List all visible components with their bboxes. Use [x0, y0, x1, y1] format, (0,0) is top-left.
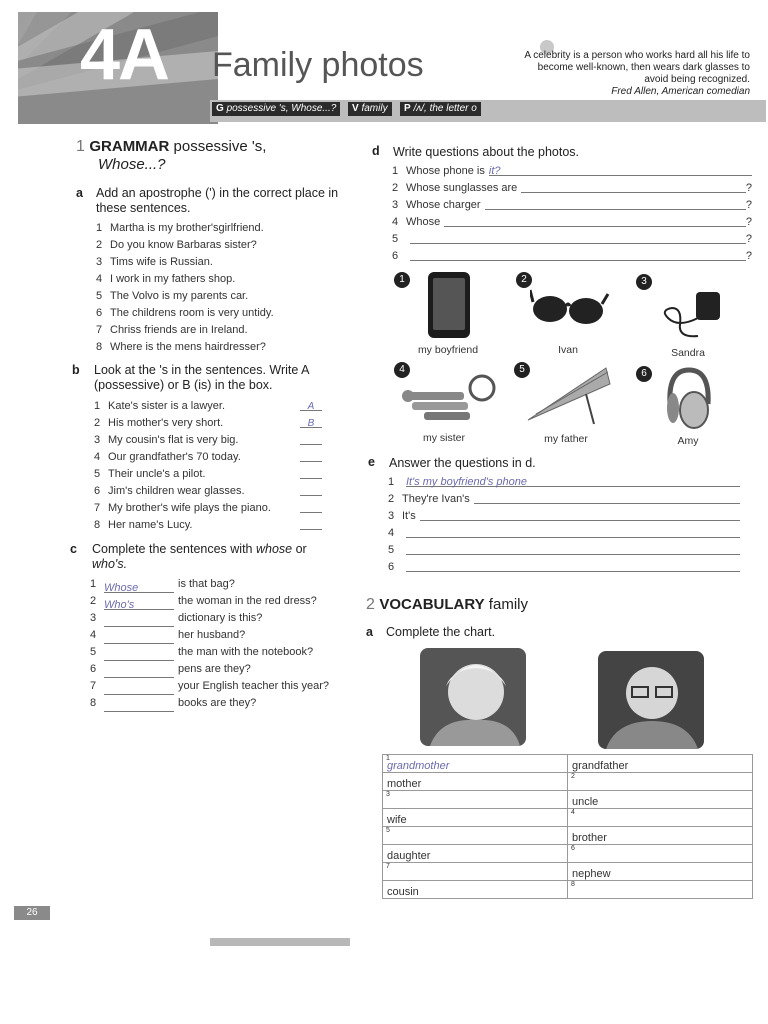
sentence-text: His mother's very short.	[108, 417, 224, 429]
photo-caption: Amy	[677, 435, 699, 447]
item-number: 1	[90, 578, 97, 590]
sentence-row	[96, 237, 274, 254]
chart-cell	[383, 845, 568, 863]
answer-box	[300, 500, 322, 513]
sunglasses-icon	[530, 284, 610, 334]
grandfather-photo	[598, 651, 704, 749]
question-text: Whose phone is	[406, 165, 485, 177]
chart-cell	[568, 791, 753, 809]
sentence-text: her husband?	[178, 629, 246, 641]
exercise-a-list	[96, 220, 274, 356]
quote: A celebrity is a person who works hard all his life to become well-known, then wears dark glasses to avoid being recognized. Fred Allen, American comedian	[524, 50, 750, 97]
photo-number: 4	[394, 362, 410, 378]
sentence-row	[90, 576, 329, 593]
phone-icon	[428, 272, 470, 338]
question-mark: ?	[745, 199, 752, 211]
item-number: 6	[388, 561, 395, 573]
sentence-row	[96, 288, 274, 305]
chart-row	[383, 845, 753, 863]
cell-text: brother	[572, 832, 607, 844]
chart-cell	[383, 863, 568, 881]
cell-text: daughter	[387, 850, 431, 862]
question-row	[392, 214, 752, 231]
item-number: 4	[388, 527, 395, 539]
grandmother-photo	[420, 648, 526, 746]
item-number: 7	[94, 502, 101, 514]
answer-row	[388, 491, 740, 508]
chart-row	[383, 791, 753, 809]
item-number: 2	[96, 239, 103, 251]
answer-box: A	[300, 398, 322, 411]
sentence-text: My brother's wife plays the piano.	[108, 502, 271, 514]
cell-text: grandfather	[572, 760, 629, 772]
item-number: 4	[94, 451, 101, 463]
sentence-row	[94, 483, 324, 500]
item-number: 8	[90, 697, 97, 709]
item-number: 1	[96, 222, 103, 234]
question-text: Whose sunglasses are	[406, 182, 518, 194]
scan-shadow	[210, 938, 350, 946]
exercise-b-letter: b	[72, 363, 80, 377]
sentence-text: Martha is my brother'sgirlfriend.	[110, 222, 264, 234]
sentence-row	[94, 466, 324, 483]
chart-cell	[383, 791, 568, 809]
sentence-row	[96, 271, 274, 288]
photo-number: 5	[514, 362, 530, 378]
sentence-row	[94, 398, 324, 415]
sentence-row	[96, 220, 274, 237]
sentence-text: The childrens room is very untidy.	[110, 307, 274, 319]
exercise-d-instruction: Write questions about the photos.	[393, 145, 579, 159]
sentence-row	[90, 593, 329, 610]
exercise-2a-instruction: Complete the chart.	[386, 625, 496, 639]
chart-cell	[568, 773, 753, 791]
chart-cell	[568, 845, 753, 863]
item-number: 2	[392, 182, 399, 194]
question-row	[392, 197, 752, 214]
chart-cell	[383, 809, 568, 827]
answer-row	[388, 559, 740, 576]
item-number: 4	[392, 216, 399, 228]
sentence-text: Jim's children wear glasses.	[108, 485, 245, 497]
answer-box	[300, 449, 322, 462]
exercise-d-letter: d	[372, 144, 380, 158]
chart-row	[383, 809, 753, 827]
exercise-c-list	[90, 576, 329, 712]
answer-blank	[410, 231, 746, 244]
item-number: 7	[90, 680, 97, 692]
item-number: 3	[392, 199, 399, 211]
answer-blank	[406, 559, 740, 572]
cell-number: 7	[386, 863, 390, 870]
answer-row	[388, 474, 740, 491]
exercise-c-letter: c	[70, 542, 77, 556]
answer-blank	[521, 180, 746, 193]
sentence-text: the woman in the red dress?	[178, 595, 317, 607]
item-number: 1	[94, 400, 101, 412]
sentence-text: I work in my fathers shop.	[110, 273, 236, 285]
sentence-text: your English teacher this year?	[178, 680, 330, 692]
chart-row	[383, 755, 753, 773]
item-number: 1	[388, 476, 395, 488]
chart-cell	[383, 773, 568, 791]
page-number: 26	[14, 906, 50, 920]
item-number: 8	[94, 519, 101, 531]
sentence-text: Our grandfather's 70 today.	[108, 451, 241, 463]
answer-row	[388, 542, 740, 559]
cell-number: 6	[571, 845, 575, 852]
umbrella-icon	[526, 364, 612, 430]
item-number: 4	[96, 273, 103, 285]
answer-blank	[104, 699, 174, 712]
sentence-text: My cousin's flat is very big.	[108, 434, 239, 446]
answer-blank	[485, 197, 746, 210]
sentence-row	[94, 449, 324, 466]
headphones-icon	[664, 366, 714, 430]
answer-box	[300, 432, 322, 445]
exercise-c-instruction: Complete the sentences with whose or who's.	[92, 542, 307, 571]
item-number: 2	[94, 417, 101, 429]
answer-blank: Who's	[104, 597, 174, 610]
item-number: 5	[388, 544, 395, 556]
item-number: 8	[96, 341, 103, 353]
sentence-row	[96, 254, 274, 271]
item-number: 5	[90, 646, 97, 658]
sentence-row	[90, 644, 329, 661]
unit-number: 4A	[80, 15, 169, 95]
sentence-text: is that bag?	[178, 578, 235, 590]
answer-blank: It's my boyfriend's phone	[406, 474, 740, 487]
answer-box	[300, 517, 322, 530]
question-text: Whose charger	[406, 199, 481, 211]
sentence-row	[96, 322, 274, 339]
answer-blank	[410, 248, 746, 261]
chart-cell	[568, 827, 753, 845]
item-number: 5	[96, 290, 103, 302]
chart-cell	[568, 755, 753, 773]
page-title: Family photos	[212, 46, 424, 84]
exercise-d-list	[392, 163, 752, 265]
exercise-a-letter: a	[76, 186, 83, 200]
photo-caption: my sister	[423, 432, 465, 444]
sentence-text: Chriss friends are in Ireland.	[110, 324, 248, 336]
chart-cell	[383, 755, 568, 773]
question-row	[392, 163, 752, 180]
answer-prefix: They're Ivan's	[402, 493, 470, 505]
exercise-b-instruction: Look at the 's in the sentences. Write A (possessive) or B (is) in the box.	[94, 363, 309, 392]
item-number: 6	[90, 663, 97, 675]
section-grammar-heading: 1 GRAMMAR possessive 's, Whose...?	[76, 138, 267, 173]
question-mark: ?	[745, 233, 752, 245]
answer-prefix: It's	[402, 510, 416, 522]
question-mark: ?	[745, 250, 752, 262]
photo-number: 1	[394, 272, 410, 288]
item-number: 6	[392, 250, 399, 262]
cell-text: grandmother	[387, 760, 450, 772]
item-number: 3	[96, 256, 103, 268]
item-number: 2	[90, 595, 97, 607]
cell-number: 8	[571, 881, 575, 888]
chart-cell	[568, 863, 753, 881]
answer-blank	[474, 491, 740, 504]
chart-row	[383, 773, 753, 791]
cell-text: uncle	[572, 796, 599, 808]
charger-icon	[658, 288, 728, 344]
item-number: 6	[94, 485, 101, 497]
answer-row	[388, 508, 740, 525]
cell-number: 1	[386, 755, 390, 762]
item-number: 1	[392, 165, 399, 177]
cell-number: 5	[386, 827, 390, 834]
sentence-text: Where is the mens hairdresser?	[110, 341, 266, 353]
exercise-e-instruction: Answer the questions in d.	[389, 456, 536, 470]
sentence-text: dictionary is this?	[178, 612, 263, 624]
item-number: 6	[96, 307, 103, 319]
vocabulary-tag: V family	[348, 102, 392, 116]
photo-caption: my boyfriend	[417, 344, 479, 356]
photo-caption: my father	[544, 433, 588, 445]
item-number: 2	[388, 493, 395, 505]
question-row	[392, 231, 752, 248]
answer-blank	[104, 631, 174, 644]
photo-grid	[380, 270, 750, 450]
chart-cell	[383, 881, 568, 899]
answer-blank: it?	[489, 163, 752, 176]
family-chart	[382, 754, 753, 899]
answer-blank	[104, 665, 174, 678]
exercise-e-list	[388, 474, 740, 576]
cell-text: mother	[387, 778, 422, 790]
item-number: 7	[96, 324, 103, 336]
sentence-text: the man with the notebook?	[178, 646, 314, 658]
photo-caption: Sandra	[671, 347, 705, 359]
sentence-row	[90, 678, 329, 695]
item-number: 3	[388, 510, 395, 522]
sentence-text: Do you know Barbaras sister?	[110, 239, 257, 251]
answer-box	[300, 483, 322, 496]
question-row	[392, 248, 752, 265]
cell-text: cousin	[387, 886, 419, 898]
chart-row	[383, 827, 753, 845]
answer-box: B	[300, 415, 322, 428]
answer-blank	[444, 214, 746, 227]
exercise-a-instruction: Add an apostrophe (') in the correct place in these sentences.	[96, 186, 339, 215]
question-mark: ?	[745, 182, 752, 194]
question-text: Whose	[406, 216, 441, 228]
photo-number: 6	[636, 366, 652, 382]
answer-blank	[104, 648, 174, 661]
pronunciation-tag: P /ʌ/, the letter o	[400, 102, 481, 116]
sentence-row	[90, 661, 329, 678]
item-number: 3	[90, 612, 97, 624]
cell-number: 2	[571, 773, 575, 780]
answer-blank	[406, 525, 740, 538]
sentence-text: Kate's sister is a lawyer.	[108, 400, 226, 412]
answer-box	[300, 466, 322, 479]
sentence-text: Their uncle's a pilot.	[108, 468, 206, 480]
cell-number: 4	[571, 809, 575, 816]
exercise-2a-letter: a	[366, 625, 373, 639]
sentence-row	[90, 610, 329, 627]
item-number: 3	[94, 434, 101, 446]
chart-cell	[383, 827, 568, 845]
answer-blank	[104, 614, 174, 627]
exercise-e-letter: e	[368, 455, 375, 469]
chart-cell	[568, 809, 753, 827]
answer-blank	[104, 682, 174, 695]
answer-blank: Whose	[104, 580, 174, 593]
answer-row	[388, 525, 740, 542]
sentence-text: Her name's Lucy.	[108, 519, 193, 531]
photo-number: 2	[516, 272, 532, 288]
sentence-row	[90, 695, 329, 712]
sentence-text: Tims wife is Russian.	[110, 256, 213, 268]
question-mark: ?	[745, 216, 752, 228]
photo-caption: Ivan	[558, 344, 578, 356]
sentence-text: pens are they?	[178, 663, 251, 675]
sentence-row	[96, 305, 274, 322]
item-number: 4	[90, 629, 97, 641]
keys-icon	[400, 372, 500, 426]
sentence-row	[94, 517, 324, 534]
grammar-tag: G possessive 's, Whose...?	[212, 102, 340, 116]
section-vocabulary-heading: 2 VOCABULARY family	[366, 596, 528, 613]
sentence-text: The Volvo is my parents car.	[110, 290, 249, 302]
sentence-row	[94, 500, 324, 517]
answer-blank	[420, 508, 740, 521]
chart-row	[383, 881, 753, 899]
sentence-text: books are they?	[178, 697, 257, 709]
sentence-row	[94, 415, 324, 432]
chart-row	[383, 863, 753, 881]
chart-cell	[568, 881, 753, 899]
sentence-row	[94, 432, 324, 449]
item-number: 5	[392, 233, 399, 245]
cell-text: nephew	[572, 868, 611, 880]
cell-number: 3	[386, 791, 390, 798]
item-number: 5	[94, 468, 101, 480]
answer-blank	[406, 542, 740, 555]
sentence-row	[90, 627, 329, 644]
exercise-b-list	[94, 398, 324, 534]
sentence-row	[96, 339, 274, 356]
photo-number: 3	[636, 274, 652, 290]
question-row	[392, 180, 752, 197]
cell-text: wife	[387, 814, 407, 826]
